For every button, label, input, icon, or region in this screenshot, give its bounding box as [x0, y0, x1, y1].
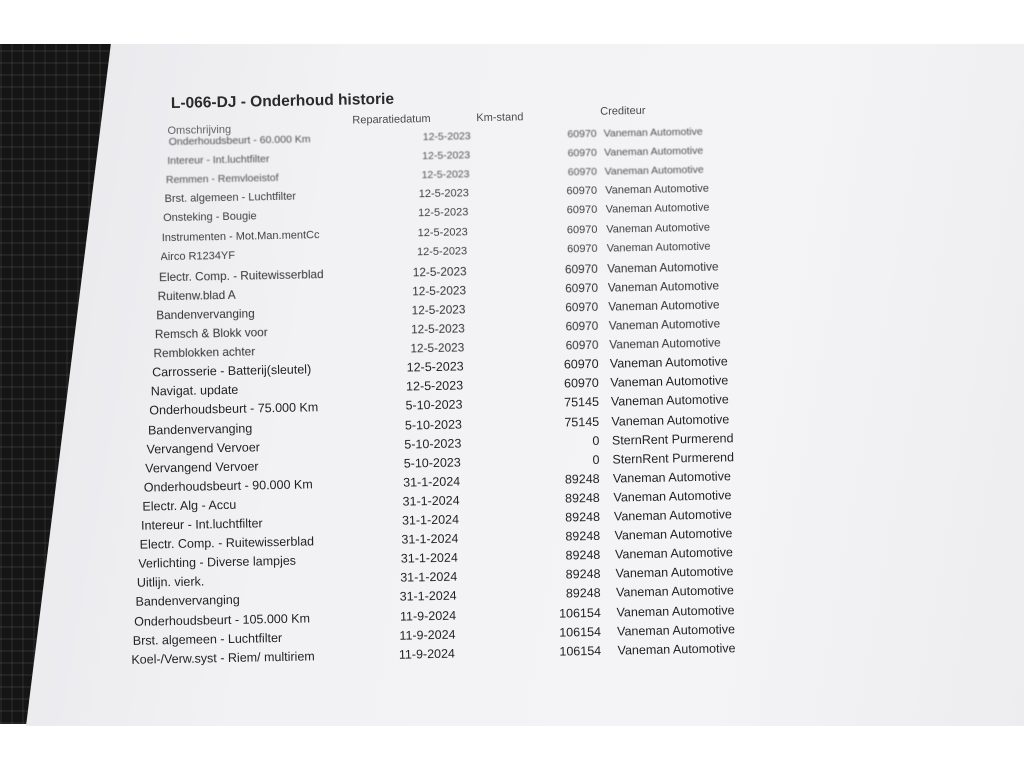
- column-header-date: Reparatiedatum: [352, 113, 431, 127]
- row-km: 0: [592, 452, 600, 467]
- row-description: Bandenvervanging: [147, 420, 253, 437]
- row-km: 0: [592, 433, 600, 448]
- row-km: 60970: [566, 204, 598, 217]
- row-description: Electr. Comp. - Ruitewisserblad: [158, 266, 324, 284]
- row-km: 75145: [564, 414, 600, 429]
- row-date: 12-5-2023: [410, 321, 465, 337]
- row-creditor: Vaneman Automotive: [610, 373, 729, 390]
- row-creditor: Vaneman Automotive: [604, 144, 704, 159]
- row-km: 89248: [565, 567, 601, 582]
- row-km: 106154: [559, 624, 602, 640]
- row-km: 89248: [565, 509, 601, 525]
- row-km: 106154: [558, 605, 601, 621]
- row-creditor: Vaneman Automotive: [603, 125, 703, 140]
- row-creditor: Vaneman Automotive: [615, 564, 734, 581]
- row-creditor: SternRent Purmerend: [611, 430, 734, 448]
- row-creditor: Vaneman Automotive: [613, 507, 733, 524]
- row-description: Intereur - Int.luchtfilter: [167, 153, 270, 168]
- row-date: 31-1-2024: [400, 550, 458, 566]
- row-date: 12-5-2023: [412, 283, 467, 299]
- row-date: 12-5-2023: [421, 168, 470, 182]
- row-creditor: Vaneman Automotive: [607, 278, 720, 295]
- row-date: 12-5-2023: [412, 264, 467, 280]
- row-creditor: Vaneman Automotive: [616, 602, 735, 620]
- row-creditor: Vaneman Automotive: [617, 640, 736, 658]
- row-km: 60970: [565, 318, 599, 334]
- row-date: 12-5-2023: [422, 130, 471, 144]
- row-date: 12-5-2023: [410, 340, 465, 356]
- row-creditor: Vaneman Automotive: [605, 182, 710, 197]
- row-description: Onderhoudsbeurt - 75.000 Km: [149, 400, 319, 418]
- row-description: Brst. algemeen - Luchtfilter: [132, 630, 283, 648]
- row-creditor: Vaneman Automotive: [605, 202, 710, 217]
- row-km: 60970: [567, 166, 598, 179]
- document-title: L-066-DJ - Onderhoud historie: [170, 90, 395, 112]
- row-km: 89248: [565, 586, 601, 601]
- row-date: 31-1-2024: [400, 569, 458, 585]
- row-date: 5-10-2023: [405, 397, 463, 413]
- row-description: Airco R1234YF: [160, 249, 236, 263]
- row-date: 31-1-2024: [401, 531, 459, 547]
- row-description: Instrumenten - Mot.Man.mentCc: [161, 228, 320, 244]
- row-km: 60970: [567, 127, 597, 141]
- row-date: 12-5-2023: [405, 378, 464, 394]
- row-date: 5-10-2023: [403, 455, 461, 471]
- row-km: 89248: [564, 490, 600, 506]
- row-description: Remsch & Blokk voor: [154, 325, 268, 342]
- row-creditor: Vaneman Automotive: [610, 392, 729, 409]
- row-creditor: Vaneman Automotive: [612, 469, 731, 486]
- row-creditor: Vaneman Automotive: [607, 259, 719, 276]
- row-description: Onsteking - Bougie: [163, 210, 257, 225]
- row-description: Brst. algemeen - Luchtfilter: [164, 190, 297, 206]
- row-description: Ruitenw.blad A: [157, 287, 236, 304]
- row-km: 60970: [566, 223, 598, 236]
- row-creditor: Vaneman Automotive: [611, 411, 730, 429]
- row-date: 12-5-2023: [406, 359, 464, 375]
- row-description: Electr. Alg - Accu: [142, 497, 237, 514]
- row-creditor: Vaneman Automotive: [609, 335, 721, 352]
- row-description: Remmen - Remvloeistof: [165, 172, 279, 187]
- row-date: 31-1-2024: [403, 474, 461, 490]
- row-km: 60970: [566, 242, 598, 255]
- column-header-description: Omschrijving: [167, 123, 232, 138]
- row-description: Verlichting - Diverse lampjes: [138, 553, 297, 571]
- row-date: 11-9-2024: [399, 627, 456, 643]
- row-km: 89248: [564, 471, 600, 487]
- row-description: Vervangend Vervoer: [146, 439, 260, 457]
- row-date: 5-10-2023: [404, 416, 463, 433]
- row-date: 12-5-2023: [411, 302, 466, 318]
- row-creditor: Vaneman Automotive: [613, 488, 732, 505]
- row-date: 11-9-2024: [398, 646, 456, 662]
- row-km: 89248: [565, 548, 601, 563]
- row-date: 11-9-2024: [399, 608, 457, 624]
- row-description: Onderhoudsbeurt - 90.000 Km: [143, 477, 313, 495]
- row-km: 60970: [565, 299, 599, 315]
- row-description: Electr. Comp. - Ruitewisserblad: [139, 534, 315, 552]
- row-creditor: Vaneman Automotive: [614, 526, 733, 543]
- row-km: 60970: [563, 376, 599, 391]
- row-creditor: Vaneman Automotive: [608, 297, 720, 314]
- row-description: Remblokken achter: [153, 344, 256, 361]
- row-date: 12-5-2023: [418, 206, 469, 220]
- row-description: Onderhoudsbeurt - 60.000 Km: [168, 133, 311, 149]
- row-date: 12-5-2023: [417, 225, 468, 239]
- row-date: 31-1-2024: [402, 493, 460, 509]
- row-description: Vervangend Vervoer: [145, 459, 259, 476]
- row-creditor: Vaneman Automotive: [616, 621, 736, 639]
- row-date: 12-5-2023: [416, 244, 468, 258]
- row-description: Onderhoudsbeurt - 105.000 Km: [134, 610, 311, 629]
- row-description: Bandenvervanging: [156, 306, 255, 323]
- column-header-km: Km-stand: [476, 111, 524, 125]
- row-km: 60970: [567, 146, 597, 160]
- row-description: Carrosserie - Batterij(sleutel): [151, 362, 312, 380]
- column-header-creditor: Crediteur: [600, 104, 646, 118]
- row-creditor: Vaneman Automotive: [606, 240, 711, 255]
- row-description: Bandenvervanging: [135, 593, 240, 610]
- row-km: 60970: [564, 261, 598, 277]
- row-creditor: Vaneman Automotive: [604, 163, 704, 178]
- row-date: 12-5-2023: [422, 149, 471, 163]
- row-km: 60970: [565, 280, 599, 296]
- row-description: Intereur - Int.luchtfilter: [140, 516, 263, 533]
- row-creditor: Vaneman Automotive: [609, 354, 728, 371]
- row-creditor: Vaneman Automotive: [615, 583, 735, 600]
- row-date: 31-1-2024: [401, 512, 460, 528]
- row-date: 5-10-2023: [404, 436, 462, 452]
- row-creditor: SternRent Purmerend: [612, 449, 735, 467]
- row-description: Uitlijn. vierk.: [136, 574, 205, 591]
- row-description: Koel-/Verw.syst - Riem/ multiriem: [131, 649, 315, 667]
- row-description: Navigat. update: [150, 383, 239, 399]
- row-km: 89248: [565, 528, 601, 544]
- row-date: 12-5-2023: [418, 187, 470, 201]
- row-creditor: Vaneman Automotive: [614, 545, 734, 562]
- row-km: 106154: [559, 643, 602, 659]
- row-km: 60970: [563, 357, 599, 372]
- row-creditor: Vaneman Automotive: [608, 316, 721, 333]
- row-creditor: Vaneman Automotive: [606, 221, 711, 236]
- row-km: 75145: [564, 395, 600, 410]
- row-date: 31-1-2024: [399, 588, 457, 605]
- row-km: 60970: [566, 185, 598, 198]
- row-km: 60970: [565, 337, 599, 353]
